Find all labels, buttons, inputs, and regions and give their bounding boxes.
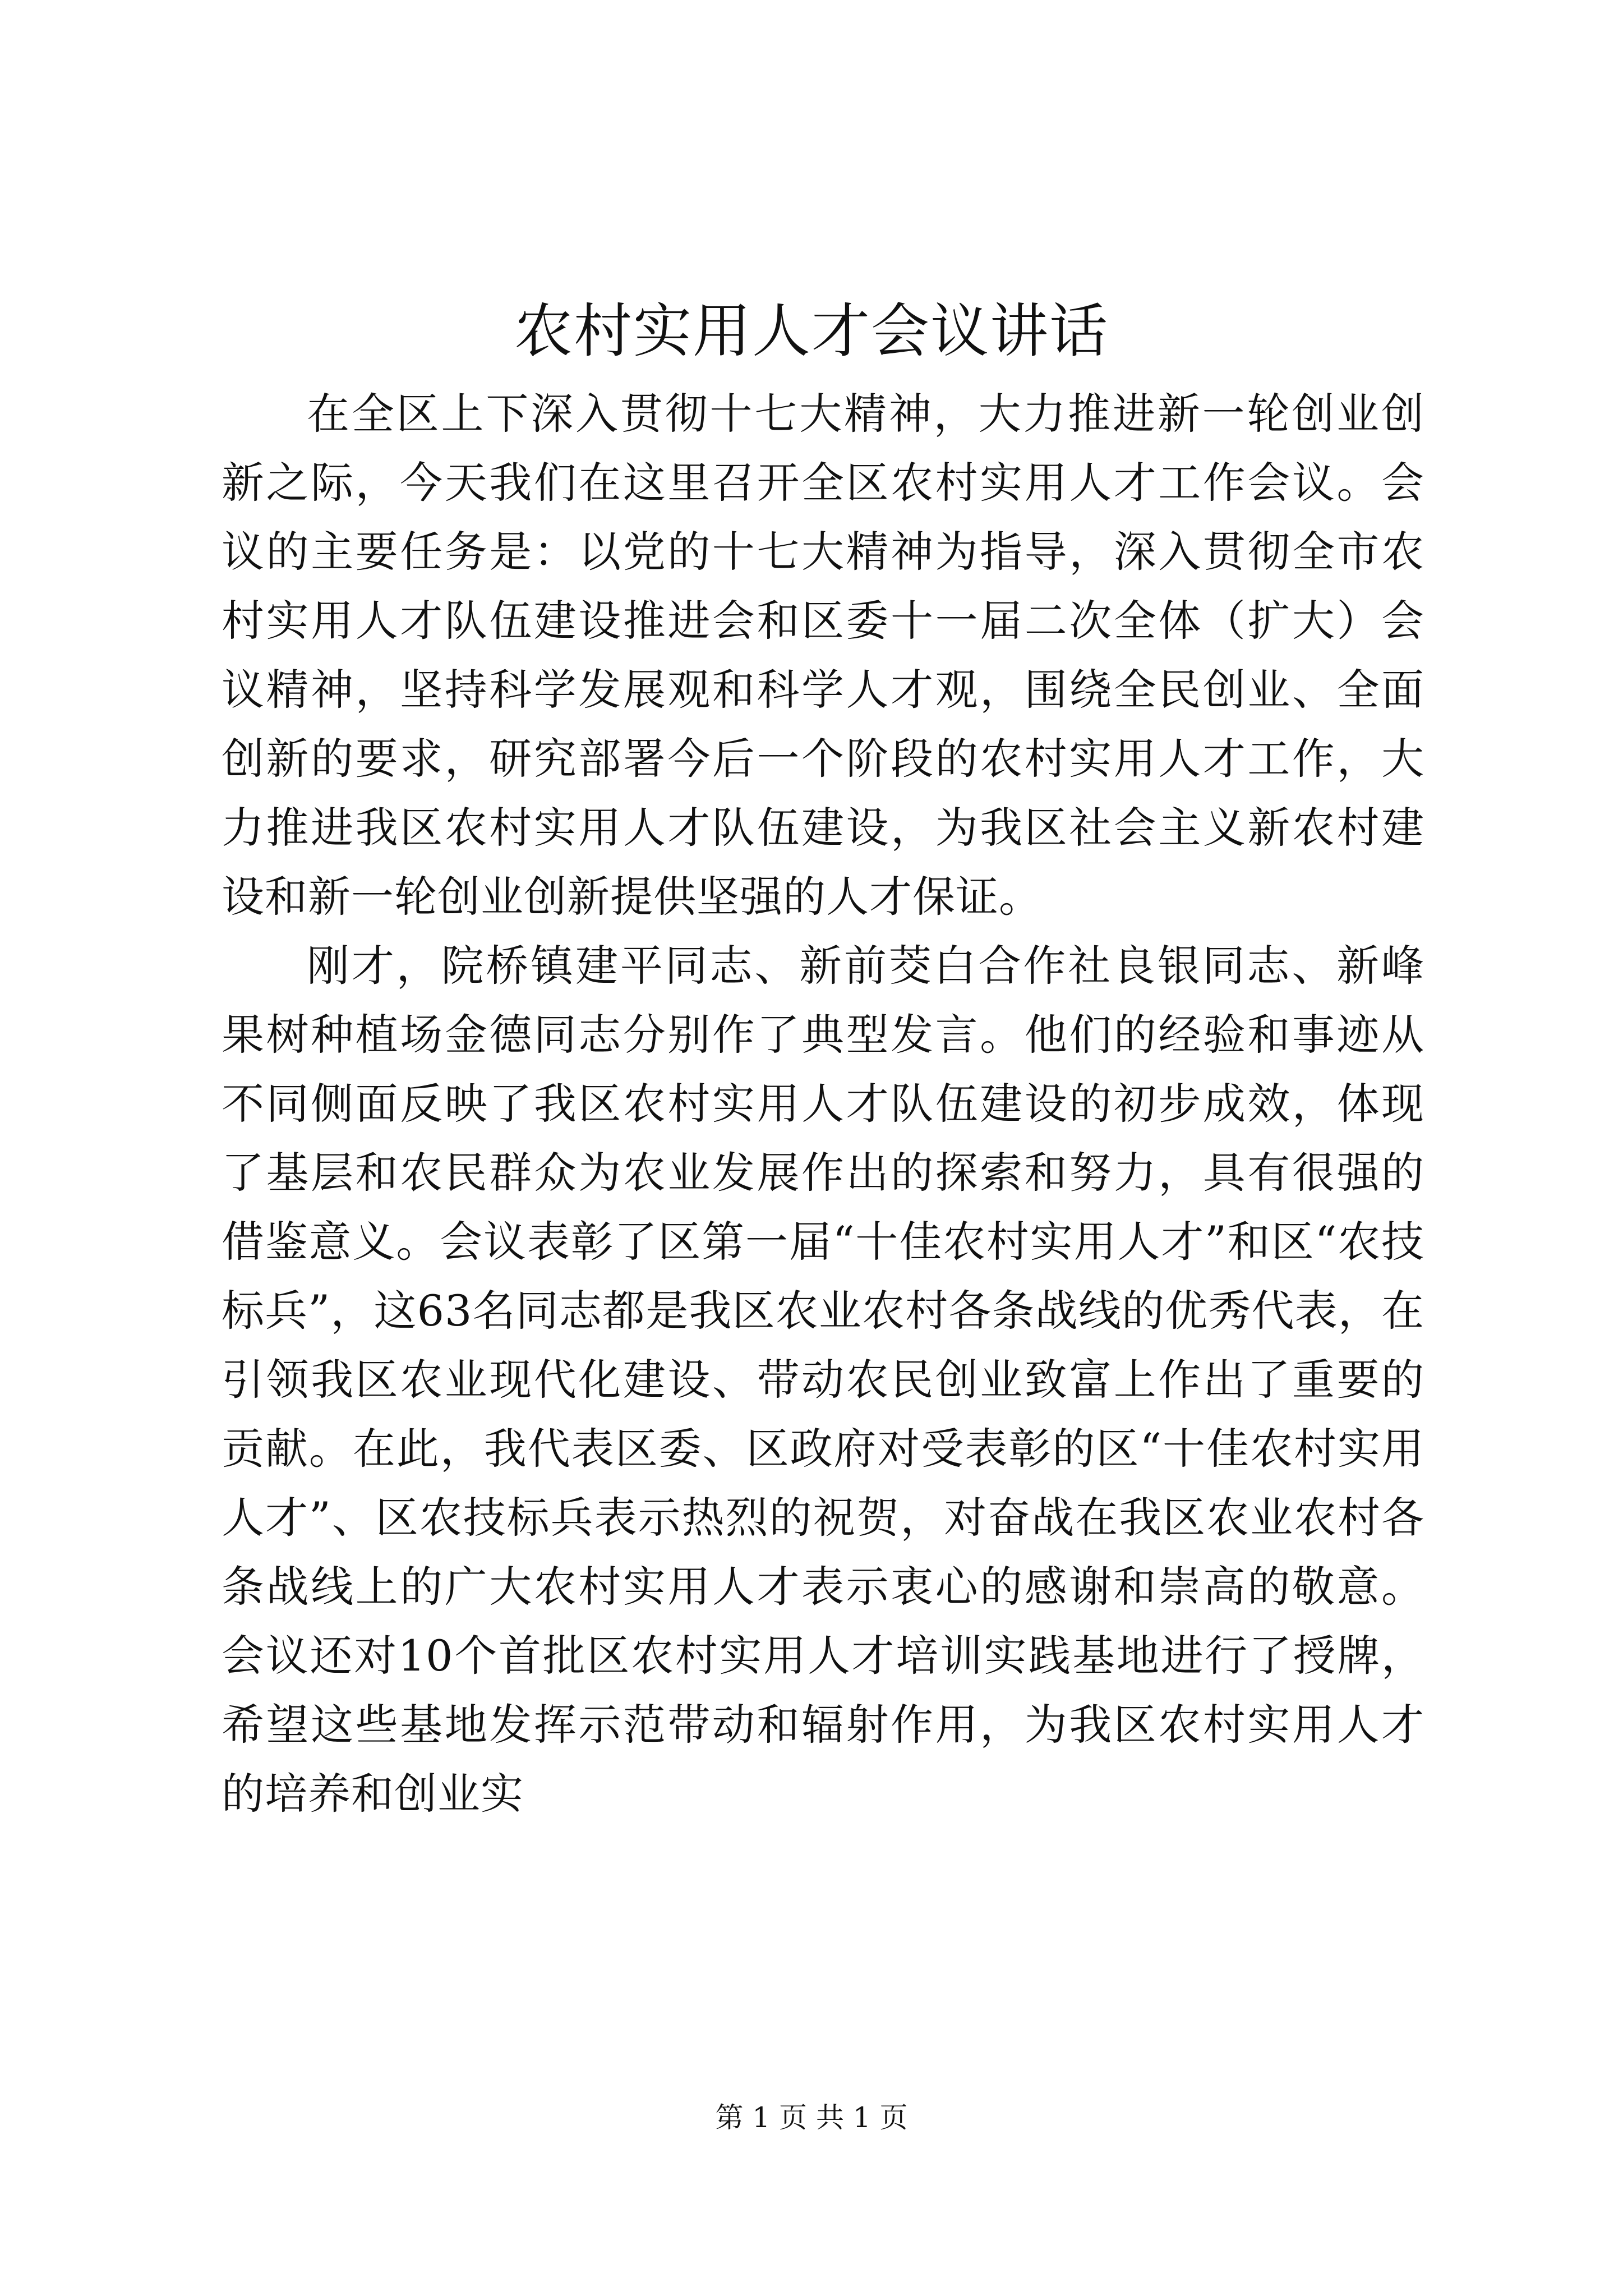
paragraph-1: 在全区上下深入贯彻十七大精神，大力推进新一轮创业创新之际，今天我们在这里召开全区农村实用人才工作会议。会议的主要任务是：以党的十七大精神为指导，深入贯彻全市农村实用人才队伍建设推进会和区委十一届二次全体（扩大）会议精神，坚持科学发展观和科学人才观，围绕全民创业、全面创新的要求，研究部署今后一个阶段的农村实用人才工作，大力推进我区农村实用人才队伍建设，为我区社会主义新农村建设和新一轮创业创新提供坚强的人才保证。 xyxy=(222,389,1424,922)
document-title: 农村实用人才会议讲话 xyxy=(514,297,1109,365)
page-footer: 第 1 页 共 1 页 xyxy=(715,2101,908,2134)
document-body xyxy=(222,379,1424,1828)
paragraph-2: 刚才，院桥镇建平同志、新前茭白合作社良银同志、新峰果树种植场金德同志分别作了典型发言。他们的经验和事迹从不同侧面反映了我区农村实用人才队伍建设的初步成效，体现了基层和农民群众为农业发展作出的探索和努力，具有很强的借鉴意义。会议表彰了区第一届“十佳农村实用人才”和区“农技标兵”，这63名同志都是我区农业农村各条战线的优秀代表，在引领我区农业现代化建设、带动农民创业致富上作出了重要的贡献。在此，我代表区委、区政府对受表彰的区“十佳农村实用人才”、区农技标兵表示热烈的祝贺，对奋战在我区农业农村各条战线上的广大农村实用人才表示衷心的感谢和崇高的敬意。会议还对10个首批区农村实用人才培训实践基地进行了授牌，希望这些基地发挥示范带动和辐射作用，为我区农村实用人才的培养和创业实 xyxy=(222,941,1424,1819)
